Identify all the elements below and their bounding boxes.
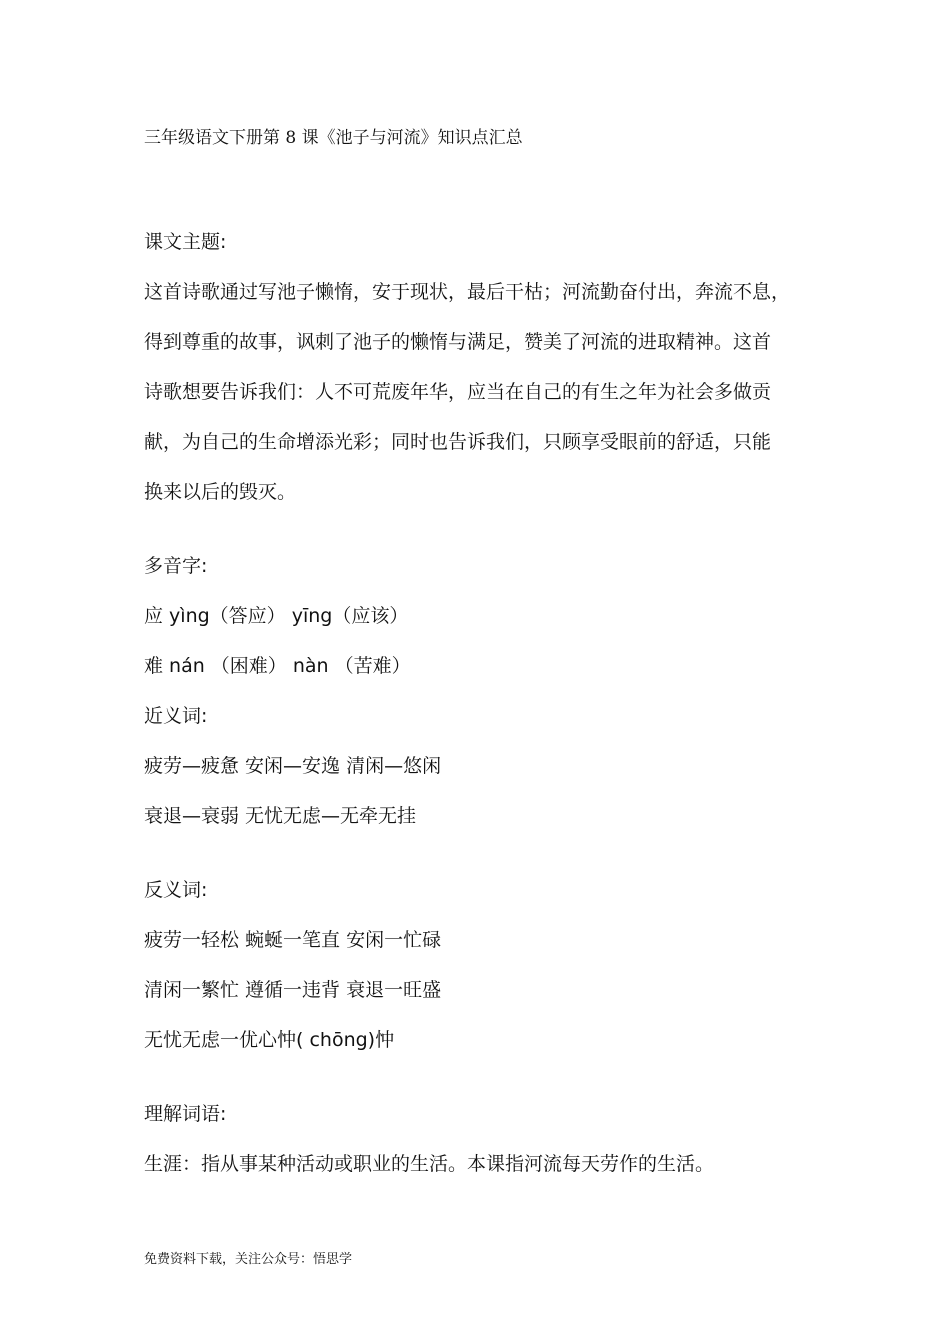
theme-line: 换来以后的毁灭。 — [144, 481, 297, 503]
theme-heading: 课文主题: — [144, 231, 227, 253]
synonym-line: 疲劳—疲惫 安闲—安逸 清闲—悠闲 — [144, 755, 442, 777]
theme-line: 这首诗歌通过写池子懒惰，安于现状，最后干枯；河流勤奋付出，奔流不息， — [144, 281, 791, 303]
page-footer: 免费资料下载，关注公众号：悟思学 — [144, 1252, 353, 1267]
synonym-line: 衰退—衰弱 无忧无虑—无牵无挂 — [144, 805, 417, 827]
polyphone-line: 应 yìng（答应） yīng（应该） — [144, 605, 409, 627]
vocab-heading: 理解词语: — [144, 1103, 227, 1125]
theme-line: 诗歌想要告诉我们：人不可荒废年华，应当在自己的有生之年为社会多做贡 — [144, 381, 772, 403]
antonym-line: 清闲一繁忙 遵循一违背 衰退一旺盛 — [144, 979, 442, 1001]
synonyms-heading: 近义词: — [144, 705, 208, 727]
vocab-line: 生涯：指从事某种活动或职业的生活。本课指河流每天劳作的生活。 — [144, 1153, 715, 1175]
document-title: 三年级语文下册第 8 课《池子与河流》知识点汇总 — [144, 128, 523, 148]
polyphone-line: 难 nán （困难） nàn （苦难） — [144, 655, 411, 677]
antonym-line: 疲劳一轻松 蜿蜒一笔直 安闲一忙碌 — [144, 929, 442, 951]
antonyms-heading: 反义词: — [144, 879, 208, 901]
theme-line: 献，为自己的生命增添光彩；同时也告诉我们，只顾享受眼前的舒适，只能 — [144, 431, 772, 453]
polyphones-heading: 多音字: — [144, 555, 208, 577]
theme-line: 得到尊重的故事，讽刺了池子的懒惰与满足，赞美了河流的进取精神。这首 — [144, 331, 772, 353]
antonym-line: 无忧无虑一优心忡( chōng)忡 — [144, 1029, 395, 1051]
